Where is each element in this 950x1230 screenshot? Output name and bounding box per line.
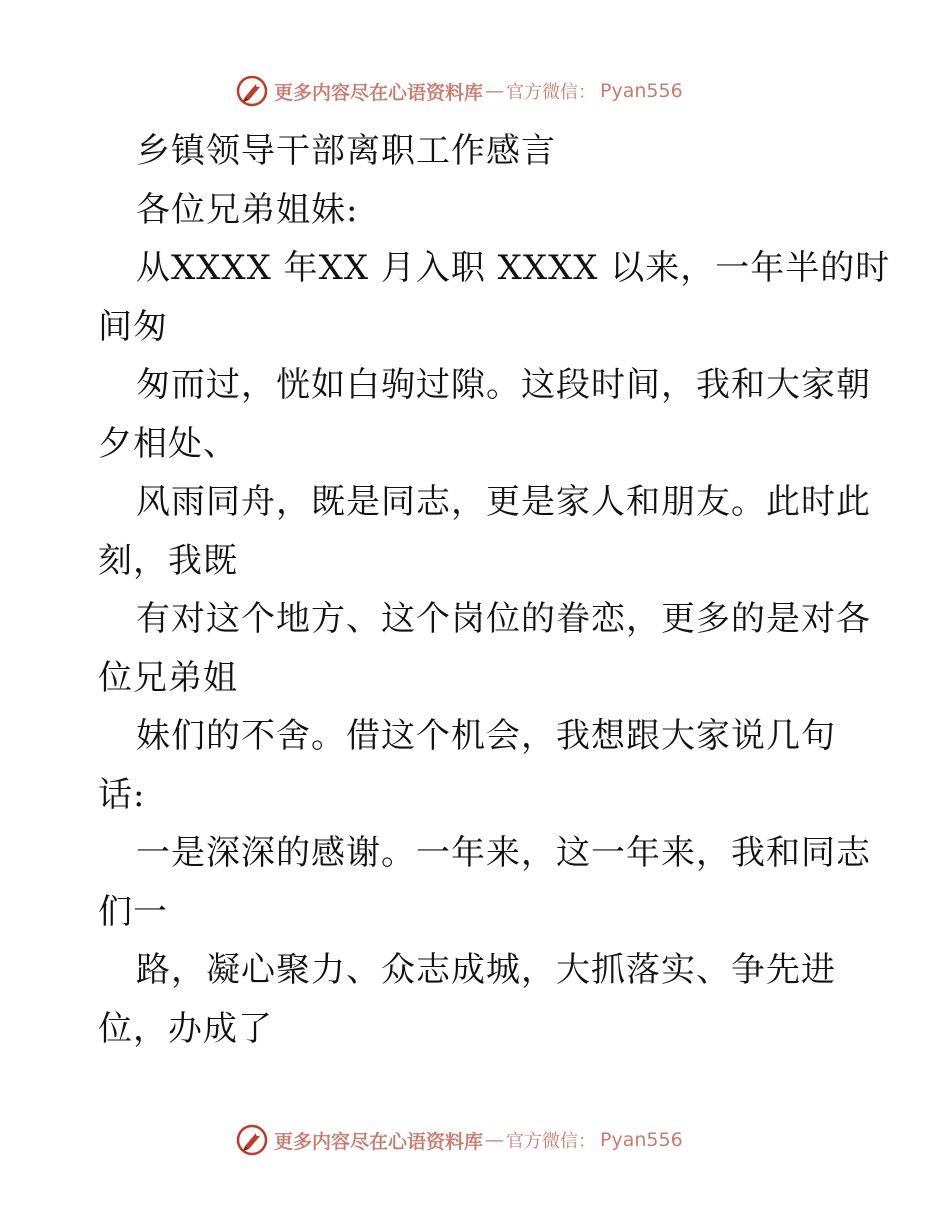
document-line: 间匆: [98, 306, 168, 347]
watermark-separator: —: [485, 80, 505, 102]
document-line: 有对这个地方、这个岗位的眷恋，更多的是对各: [136, 599, 871, 639]
watermark-site-text: 更多内容尽在心语资料库: [274, 1130, 484, 1153]
pen-seal-icon: [236, 1124, 268, 1156]
document-line: 刻，我既: [98, 540, 238, 581]
pen-seal-icon: [236, 75, 268, 107]
document-line: 话:: [98, 774, 146, 815]
watermark-wechat-label: 官方微信：: [506, 82, 597, 103]
document-line: 一是深深的感谢。一年来，这一年来，我和同志: [136, 833, 871, 873]
document-line: 夕相处、: [98, 423, 238, 464]
document-line: 妹们的不舍。借这个机会，我想跟大家说几句: [136, 716, 836, 756]
watermark-wechat-id: Pyan556: [600, 1129, 683, 1151]
document-line: 从XXXX 年XX 月入职 XXXX 以来，一年半的时: [136, 248, 891, 288]
footer-watermark: [236, 1123, 683, 1157]
header-watermark: [236, 74, 683, 108]
watermark-wechat-id: Pyan556: [600, 80, 683, 102]
document-line: 路，凝心聚力、众志成城，大抓落实、争先进: [136, 950, 836, 990]
document-line: 位，办成了: [98, 1008, 273, 1049]
watermark-separator: —: [485, 1129, 505, 1151]
document-line: 各位兄弟姐妹:: [136, 189, 359, 230]
watermark-wechat-label: 官方微信：: [506, 1131, 597, 1152]
document-line: 们一: [98, 891, 168, 932]
watermark-site-text: 更多内容尽在心语资料库: [274, 81, 484, 104]
document-title: 乡镇领导干部离职工作感言: [136, 131, 556, 171]
document-line: 位兄弟姐: [98, 657, 238, 698]
document-line: 风雨同舟，既是同志，更是家人和朋友。此时此: [136, 482, 871, 522]
document-body: [98, 122, 891, 1058]
document-line: 匆而过，恍如白驹过隙。这段时间，我和大家朝: [136, 365, 871, 405]
